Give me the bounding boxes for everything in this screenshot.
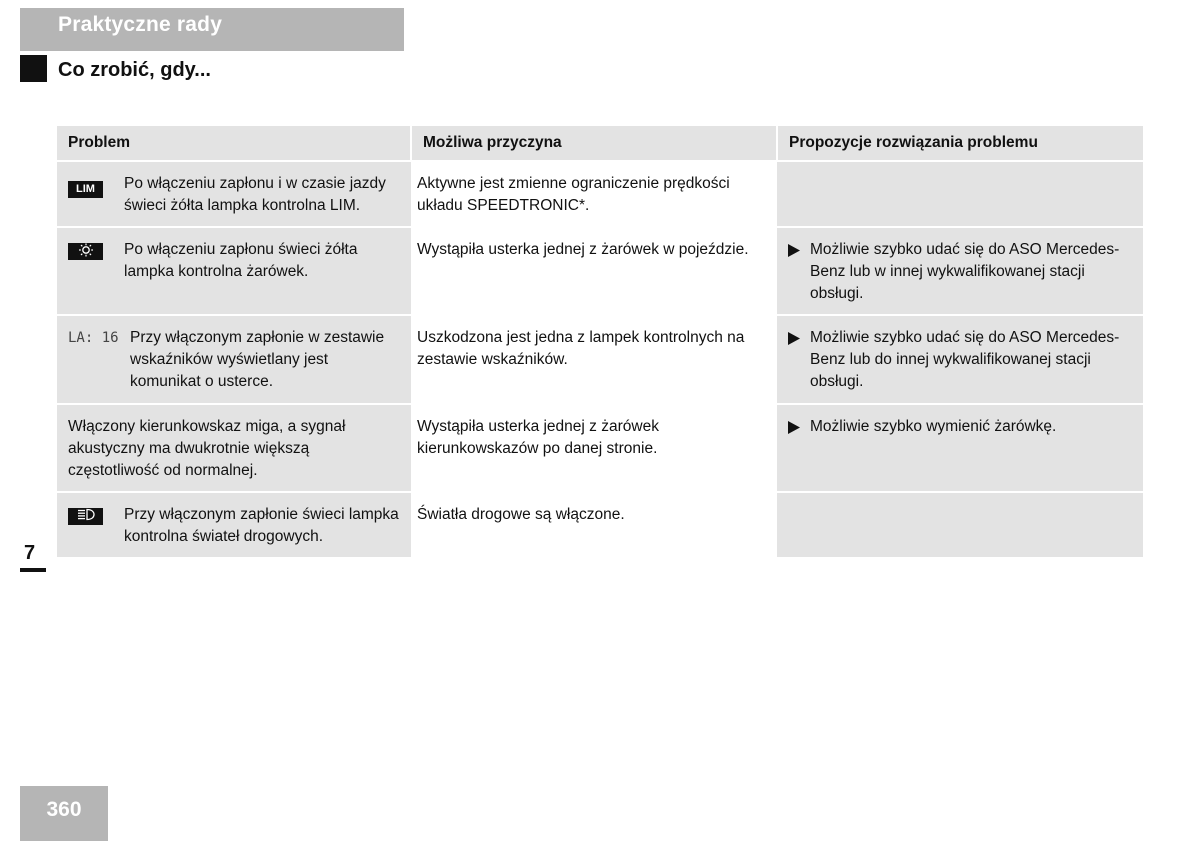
problem-cell bbox=[57, 315, 411, 404]
table-row bbox=[57, 227, 1143, 315]
problem-cell bbox=[57, 492, 411, 558]
cause-cell: Uszkodzona jest jedna z lampek kontrolnych na zestawie wskaźników. bbox=[411, 315, 777, 404]
solution-cell bbox=[777, 315, 1143, 404]
table-row bbox=[57, 404, 1143, 492]
solution-cell bbox=[777, 404, 1143, 492]
subsection-title: Co zrobić, gdy... bbox=[58, 59, 211, 81]
problem-text: Przy włączonym zapłonie w zestawie wskaźników wyświetlany jest komunikat o usterce. bbox=[130, 329, 385, 390]
table-row bbox=[57, 315, 1143, 404]
problem-text: Po włączeniu zapłonu świeci żółta lampka kontrolna żarówek. bbox=[124, 241, 358, 280]
solution-text: Możliwie szybko udać się do ASO Mercedes-Benz lub w innej wykwalifikowanej stacji obsługi. bbox=[810, 241, 1120, 302]
problem-cell bbox=[57, 227, 411, 315]
solution-text: Możliwie szybko wymienić żarówkę. bbox=[810, 418, 1057, 435]
problem-cell bbox=[57, 161, 411, 227]
lim-indicator: LIM bbox=[68, 181, 103, 198]
problem-text: Przy włączonym zapłonie świeci lampka kontrolna świateł drogowych. bbox=[124, 506, 399, 545]
table-row bbox=[57, 492, 1143, 558]
column-header-solution: Propozycje rozwiązania problemu bbox=[777, 126, 1143, 161]
display-code: LA: 16 bbox=[68, 330, 119, 346]
cause-cell: Światła drogowe są włączone. bbox=[411, 492, 777, 558]
problem-text: Po włączeniu zapłonu i w czasie jazdy świeci żółta lampka kontrolna LIM. bbox=[124, 175, 386, 214]
solution-text: Możliwie szybko udać się do ASO Mercedes-Benz lub do innej wykwalifikowanej stacji obsługi. bbox=[810, 329, 1120, 390]
arrow-right-icon bbox=[788, 416, 810, 438]
cause-cell: Aktywne jest zmienne ograniczenie prędkości układu SPEEDTRONIC*. bbox=[411, 161, 777, 227]
troubleshooting-table bbox=[57, 126, 1143, 559]
page-number: 360 bbox=[20, 786, 108, 841]
solution-cell bbox=[777, 227, 1143, 315]
arrow-right-icon bbox=[788, 239, 810, 305]
bulb-warning-icon bbox=[68, 243, 103, 260]
high-beam-icon bbox=[68, 508, 103, 525]
table-header-row bbox=[57, 126, 1143, 161]
cause-cell: Wystąpiła usterka jednej z żarówek w pojeździe. bbox=[411, 227, 777, 315]
table-row bbox=[57, 161, 1143, 227]
solution-cell bbox=[777, 161, 1143, 227]
column-header-cause: Możliwa przyczyna bbox=[411, 126, 777, 161]
problem-cell: Włączony kierunkowskaz miga, a sygnał akustyczny ma dwukrotnie większą częstotliwość od normalnej. bbox=[57, 404, 411, 492]
arrow-right-icon bbox=[788, 327, 810, 393]
solution-cell bbox=[777, 492, 1143, 558]
section-header: Praktyczne rady bbox=[20, 8, 404, 51]
subsection-marker bbox=[20, 55, 47, 82]
chapter-tab: 7 bbox=[20, 539, 46, 572]
column-header-problem: Problem bbox=[57, 126, 411, 161]
cause-cell: Wystąpiła usterka jednej z żarówek kierunkowskazów po danej stronie. bbox=[411, 404, 777, 492]
